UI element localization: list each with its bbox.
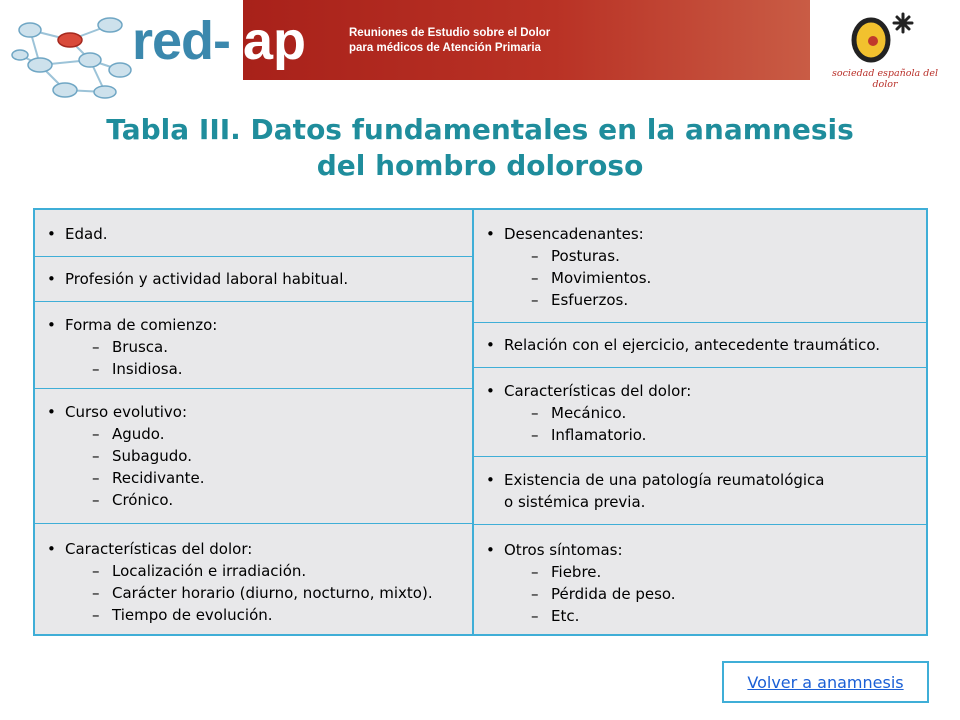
list-item: – Localización e irradiación. — [35, 560, 485, 582]
list-item: – Inflamatorio. — [474, 424, 926, 446]
red-header-band — [243, 0, 810, 80]
page-title: Tabla III. Datos fundamentales en la anamnesis del hombro doloroso — [106, 113, 854, 182]
back-to-anamnesis-link[interactable]: Volver a anamnesis — [722, 661, 929, 703]
list-item: – Brusca. — [35, 336, 485, 358]
list-item: – Mecánico. — [474, 402, 926, 424]
list-item: – Agudo. — [35, 423, 485, 445]
brand-logo-text: red- — [132, 11, 231, 71]
list-item: – Subagudo. — [35, 445, 485, 467]
list-item: – Recidivante. — [35, 467, 485, 489]
table-left-column — [33, 208, 487, 636]
header-banner — [0, 0, 960, 108]
table-right-column — [472, 208, 928, 636]
list-item: – Movimientos. — [474, 267, 926, 289]
list-item: – Posturas. — [474, 245, 926, 267]
table-cell-rheumatologic: • Existencia de una patología reumatológica o sistémica previa. — [474, 457, 926, 525]
table-cell-pain-type: • Características del dolor: – Mecánico. – Inflamatorio. — [474, 368, 926, 457]
header-tagline: Reuniones de Estudio sobre el Dolor para médicos de Atención Primaria — [349, 27, 551, 54]
table-cell-pain-characteristics: • Características del dolor: – Localización e irradiación. – Carácter horario (diurno, nocturno, mixto). – Tiempo de evolución. — [35, 524, 485, 634]
table-cell-exercise: • Relación con el ejercicio, antecedente traumático. — [474, 323, 926, 368]
table-cell-age: • Edad. — [35, 210, 485, 257]
list-item: – Tiempo de evolución. — [35, 604, 485, 626]
table-cell-triggers: • Desencadenantes: – Posturas. – Movimientos. – Esfuerzos. — [474, 210, 926, 323]
list-item: – Pérdida de peso. — [474, 583, 926, 605]
table-cell-course: • Curso evolutivo: – Agudo. – Subagudo. – Recidivante. – Crónico. — [35, 389, 485, 524]
list-item: – Crónico. — [35, 489, 485, 511]
table-cell-onset: • Forma de comienzo: – Brusca. – Insidiosa. — [35, 302, 485, 389]
society-name: sociedad española del dolor — [832, 68, 938, 90]
brand-logo-ap: ap — [243, 11, 307, 71]
list-item: – Fiebre. — [474, 561, 926, 583]
list-item: – Etc. — [474, 605, 926, 627]
network-graph-logo — [10, 10, 140, 105]
list-item: – Carácter horario (diurno, nocturno, mixto). — [35, 582, 485, 604]
table-cell-profession: • Profesión y actividad laboral habitual. — [35, 257, 485, 302]
table-cell-other-symptoms: • Otros síntomas: – Fiebre. – Pérdida de peso. – Etc. — [474, 525, 926, 634]
list-item: – Esfuerzos. — [474, 289, 926, 311]
list-item: – Insidiosa. — [35, 358, 485, 380]
